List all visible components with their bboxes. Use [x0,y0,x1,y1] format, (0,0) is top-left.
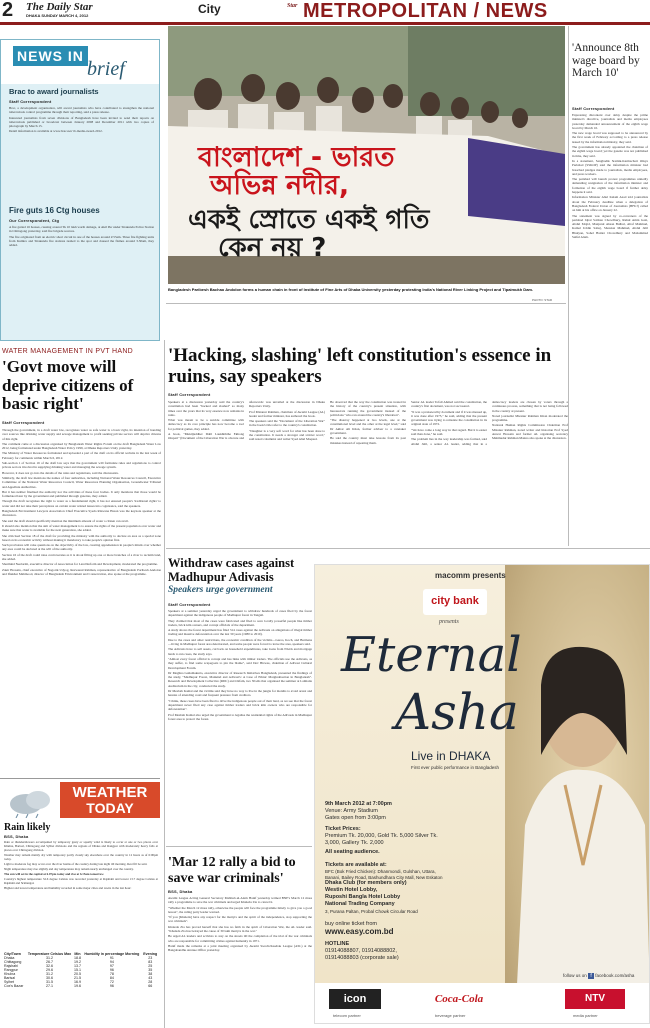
hacking-headline: 'Hacking, slashing' left constitution's essence in ruins, say speakers [168,345,552,387]
announce-byline: Staff Correspondent [572,106,615,111]
withdraw-subhead: Speakers urge government [168,585,273,595]
brief-body: Brac, a development organisation, will award journalists who have contributed to strengthen the national tuberculosis control programme through their reporting, said a press release. Interested journalists from seven divisions of Bangladesh have been invited to send their reports on tuberculosis published or broadcast between January 2008 and December 2011 with two copies of photograph by March 15. Detail information is available at www.brac.net/ tb-media-award-2012. [9,106,154,134]
dateline: DHAKA SUNDAY MARCH 4, 2012 [26,13,89,18]
withdraw-byline: Staff Correspondent [168,602,211,607]
photo-caption: Bangladesh Paribesh Bachao Andolon forms a human chain in front of Institute of Fine Arts of Dhaka University yesterday protesting India's National River Linking Project and Tipaimukh Dam. [168,287,534,292]
ad-live: Live in DHAKA [411,749,491,763]
column-rule [568,26,569,546]
weather-title: WEATHER TODAY [60,782,160,818]
weather-table-row: Dhaka 31.2 18.8 91 23 [4,956,153,960]
header-rule [0,22,650,25]
brief-byline: Our Correspondent, Ctg [9,218,60,223]
weather-cloud-icon [4,784,56,818]
weather-table-row: Rajshahi 32.6 13.7 97 25 [4,964,153,968]
icon-logo: icon [329,989,381,1009]
ad-presents: presents [439,619,459,625]
ad-title-2: Asha [395,683,519,741]
nib-title-script: brief [87,58,125,80]
water-kicker: WATER MANAGEMENT IN PVT HAND [2,348,134,355]
masthead: The Daily Star [26,1,93,13]
section-label: City [198,2,221,16]
weather-byline: BSS, Dhaka [4,834,29,839]
hacking-byline: Staff Correspondent [168,392,211,397]
weather-table-row: Khulna 31.2 20.5 78 38 [4,972,153,976]
water-headline: 'Govt move will deprive citizens of basic right' [2,357,134,413]
weather-table-row: Cox's Bazar 27.1 19.6 96 66 [4,984,153,988]
weather-table-row: Rangpur 29.6 15.1 96 35 [4,968,153,972]
brief-headline: Brac to award journalists [9,87,99,96]
ad-facebook: follow us on f facebook.com/asha [563,973,635,979]
weather-table-row: Sylhet 31.5 16.9 72 28 [4,980,153,984]
brief-byline: Staff Correspondent [9,99,52,104]
ntv-logo: NTV [565,989,625,1009]
hacking-body: Speakers at a discussion yesterday said the country's constitution had been "hacked and slashed" so many times over the years that its very essence now remains in ruins. What was meant to be a suicide committee with democracy as its core principle has now become a tool for political games, they added. A book, "Muktijuddher Dalil Laukhiththe Ekhong Otupari" (Document of the Liberation War is obscure and afterwards: was unveiled at the discussion in Dhaka Reporters Unity. Prof Mizanur Rahman, chairman of Awami League (AL) leader and former minister, has authored the book. The speakers said the "Document of the Liberation War" in the book's title refer to the country's constitution. "Daughter is a very soft word for what has been done to the constitution. It needs a stronger and stricter word," said noted columnist and writer Syed Abul Maqsud. He observed that the way the constitution was treated in the history of the country's present situation, with bureaucrats running the government instead of the politicians "who ran around the country's liberation". "The disarray happened at two levels, one at the constitutional level and the other at the legal level," said Dr Akbar Ali Khan, former adviser to a caretaker government. He said the country must take lessons from its past mistakes instead of repeating them. Senior AL leader Tofail Ahmed said the constitution, the country's first document, was not sacrosanct. "It was a praiseworthy document and if it was messed up, it was done after 1975," he said, adding that the present government was trying to reinstate the constitution in its original state of 1972. "We have come a long way in that regard. But it is easier said than done," he said. The problem lies in the way leadership was formed, said Abdul Jalil, a senior AL leader, adding that in a democracy leaders are chosen by voters through a continuous process, something that is not being followed in the country at present. Noted journalist Mizanur Rahman Khan moderated the programme. National Human Rights Commission Chairman Prof Mizanur Rahman, noted writer and historian Prof Syed Anwar Hossain and former AL organising secretary Mahmudur Rahman Manna also spoke at the discussion. [168,400,568,446]
march12-body: Awami League Acting General Secretary Mahbub-ul-Alam Hanif yesterday termed BNP's March 12 mass rally a programme to save the war criminals and urged Khaleda Zia to cancel it. "Whether the March 12 mass rally, otherwise the people will face the programme timely to give you a good lesson", the ruling party leader warned. "If you [Khaleda] have any respect for the martyrs and the spirit of the independence, stop supporting the war criminals". Khaleda Zia has proved herself that she has no faith in the spirit of Liberation War, the AL leader said. "Khaleda Zia has betrayed the cause of 30 lakh martyrs in the war." He urged AL leaders and activists to stay on the streets till the completion of the trial of the war criminals who are responsible for committing crimes against humanity in 1971. Hanif made the remarks at a joint meeting organised by Awami Swechchasebak League (ASL) at the Bangabandhu Avenue Office yesterday. [168,896,312,953]
nib-title: NEWS IN [13,46,88,66]
singer-portrait [505,565,650,1024]
weather-headline: Rain likely [4,822,51,833]
weather-body: Rain or thundershowers accompanied by temporary gusty or squally wind is likely to occur at one or two places over Khulna, Barisal, Chittagong and Sylhet divisions and the regions of Dhaka and Rangpur with moderately heavy falls at places over Chittagong division. Weather may remain mainly dry with temporary partly cloudy sky elsewhere over the country in 12 hours as of 6:00pm today. Light to moderate fog may occur over the river basins of the country during late night till morning. Rest fill be said. Night temperature may rise slightly and day temperature may remain nearly unchanged over the country. The sun will set in the capital at 6.07pm today and rise at 6.15am tomorrow. Country's highest temperature 32.6 degree Celsius was recorded yesterday at Rajshahi and lowest 13.7 degree Celsius at Rajshahi and Srimangal. Highest and lowest temperature and humidity recorded in some major cities and towns in the last hour: [4,840,158,890]
section-rule [166,303,566,304]
column-rule [164,340,165,1028]
march12-headline: 'Mar 12 rally a bid to save war criminals' [168,855,296,886]
water-body: Through the government, in a draft water law, recognises water as safe water is a basic right, its intention of handing over sources like drinking water supply and sewage management to profit seeking private sectors will deprive citizens of this right. The comment came at a discussion organised by Bangladesh Water Rights Forum on the draft Bangladesh Water Law 2012, being formulated under Bangladesh Water Policy 1999, at Dhaka Reporters Unity yesterday. The Ministry of Water Resources formulated and uploaded a part of the draft on its official website in the last week of February for comments within March 6, 2012. Sub-section 1 of Section 16 of the draft law says that the government will formulate rules and regulations to control private sectors involved in supplying drinking water and managing the sewage system. However, it does not go into the details of the rules and regulations, said the discussants. Similarly, the draft law mentions the names of four authorities, including National Water Resources Council, Executive Committee of the National Water Resources Council, Water Resources Planning Organisation, Groundwater Tribunal and Appellate Authorities. But it has neither finalised the authority nor the activities of these four bodies. It only mentions that those would be formulated later by the government and published through gazettes, they added. Though the draft recognises the right to water as a fundamental right, it has not ensured people's 'traditional rights' to water and did not take their perceptions on certain water related issues into cognisance, said the speakers. Bangladesh Environment Lawyers Association Chief Executive Syeda Rizwana Hasan was the keynote speaker at the discussion. She said the draft should specifically mention the minimum amount of water a citizen can avail. It should also mention that the aim of water management is to ensure the rights of the present population over water and make sure that water is available for the next generation, she added. She criticised Section 18 of the draft for providing the ministry with the authority to declare an area as a special zone based on its economic activity without making it mandatory to take people's opinion first. Such provisions will raise questions on the objectivity of the law, creating apprehension in people's minds over whether any area could be declared at the will of the authority. Section 16 of the draft could raise controversies as it is about filling up one or more branches of a river to reclaim land, she added. Sharmind Neelormi, executive director of Association for Land Reform and Development, moderated the programme. Zakir Hossain, chief executive of Nagorik Udyog, Rezwanul Rahman, representative of Bangladesh Poribesh Andolon and Iftekhar Mahmood, director of Bangladesh Environment and Conservation, also spoke at the programme. [2,428,161,576]
coca-cola-logo: Coca-Cola [434,993,484,1005]
ad-first-solo: First ever public performance in Bangladesh [411,765,500,770]
march12-byline: BSS, Dhaka [168,889,193,894]
ad-presenter: macomm presents [435,571,506,580]
ad-partner-strip: icon telecom partner Coca-Cola beverage partner NTV media partner [315,983,650,1024]
photo-credit: PHOTO: STAR [532,298,553,302]
news-in-brief-box [0,39,160,341]
brief-item [9,87,154,135]
ad-details: 9th March 2012 at 7:00pm Venue: Army Stadium Gates open from 3:00pm Ticket Prices: Premium Tk. 20,000, Gold Tk. 5,000 Silver Tk. 3,000, Gallery Tk. 2,000 All seating audience. Tickets are available at: BFC (Bok Fried Chicken): Dhanmondi, Gulshan, Uttara, Banani, Bailey Road, Bashundhara City Mall, New Eskaton Dhaka Club (for members only) Westin Hotel Lobby, Ruposhi Bangla Hotel Lobby National Trading Company 3, Purana Paltan, Probal Chowk Circular Road buy online ticket from www.easy.com.bd HOTLINE 01914088807, 01914088802, 01914088803 (corporate sale) [325,801,443,961]
human-chain-photo [168,26,565,284]
water-byline: Staff Correspondent [2,420,45,425]
page-number: 2 [2,0,14,21]
announce-headline: 'Announce 8th wage board by March 10' [572,42,640,79]
weather-table-header: City/Town Temperature Celsius Max Min Humidity in percentage Morning Evening [4,952,158,956]
weather-table-row: Barisal 30.6 21.5 84 43 [4,976,153,980]
section-banner: METROPOLITAN / NEWS [303,0,548,22]
nib-header [1,40,159,84]
facebook-icon: f [588,973,594,979]
section-rule [166,548,650,549]
city-bank-logo: city bank [423,589,487,615]
banner-text-2: একই স্রোতে একই গতি কেন নয় ? [188,205,430,263]
brief-body: A fire gutted 16 houses, causing around Tk 10 lakh worth damage, at Akil Pur under Sitakunda Police Station in Chittagong yesterday, said fire brigade sources. The fire originated from an electric short circuit in one of the houses around 2:55am. Three fire fighting units from Kumira and Sitakunda fire stations rushed to the spot and doused the flames around 3.30am, they added. [9,225,154,248]
withdraw-headline: Withdraw cases against Madhupur Adivasis [168,556,295,584]
weather-table-row: Chittagong 26.7 19.2 94 83 [4,960,153,964]
eternal-asha-ad[interactable] [314,564,650,1024]
section-rule [166,846,312,847]
banner-text: বাংলাদেশ - ভারত অভিন্ন নদীর, [198,142,395,201]
brief-item [9,206,154,248]
withdraw-body: Speakers at a seminar yesterday urged the government to withdraw hundreds of cases filed by the forest department against the indigenous people of Madhupur forest in Tangail. They claimed that most of the cases were fabricated and filed to save locally powerful people like timber traders, brick kiln owners, and corrupt officials of the department. A study shows the forest department has filed 314 cases against the Adivasis on allegations of illegal timber trading and massive deforestation over the last 30 years (1980 to 2010). Due to the cases and other restrictions, the economic condition of the victims—Garos, Koch, and Burmans—living in Madhupur forest area deteriorated, and some people were forced to leave the area, speakers said. The Adivasis have to sell assets, cut back on household expenditures, take loans from NGOs and mortgage lands to run cases, the study says. "Almost every forest official is corrupt and has links with timber traders. The officials use the Adivasis, as they suffer, to find some scapegoats to pin the blame", said Dev Biswas, chairman of Adivasi Cultural Development Forum. Dr Meghna Guhathakurta, executive director of Research Initiatives Bangladesh, presented the findings of the study, "Madhupur Forest, Mankind and Adivasi's: A Case of Ethnic Marginalisation in Bangladesh". Research and Development Collective (RDC) and Oxfam, two NGOs that organised the seminar at Lalmatia Auditorium in the city, conducted the study. Dr Mesbah Kamal and the victims said they have no way to live in the jungle for months to avoid arrest and hassles of attending court and frequent pressure from creditors. "I think, these cases have been filed to drive the indigenous people out of their land, as we see that the forest department never filed any case against timber traders and brick kiln owners who are responsible for deforestation". Prof Mesbah Kamal also urged the government to legalise the residential rights of the Adivasis in Madhupur forest area to protect the forest. [168,609,312,721]
star-logo: Star [287,3,298,9]
announce-body: Expressing discontent over delay despite the prime minister's directive, journalists and media employees yesterday demanded announcement of the eighth wage board by March 10. The new wage board was supposed to be announced by the first week of February according to a press release issued by the information ministry, they said. The government has already appointed the chairman of the eighth wage board; yet the gazette was not published in time, they said. In a statement, Sangbadik Sramik-Karmachari Oikya Parishad (SSKOP) said the information minister had breached pledges made to journalists, media employees, and press workers. The parishad will launch protest programmes unitedly demanding resignation of the information minister and formation of the eighth wage board if further delay happens it said. Information Minister Abul Kalam Azad told journalists about the February deadline when a delegation of Bangladesh Federal Union of Journalists (BFUJ) called on him at his office on January 22. The statement was signed by co-conveners of the parishad Iqbal Sobhan Chowdhury, Ruhul Amin Gazi, Abdul Mojid, Manjurul Ahsan Bulbul, Altaf Mahmud, Kamal Uddin Sabuj, Shawkat Mahmud, Abdul Jalil Bhuiyan, Sohel Haider Chowdhury and Mohammad Saiful Alam. [572,113,648,240]
weather-table [4,952,158,988]
ad-title: Eternal [341,627,522,683]
brief-headline: Fire guts 16 Ctg houses [9,206,100,215]
